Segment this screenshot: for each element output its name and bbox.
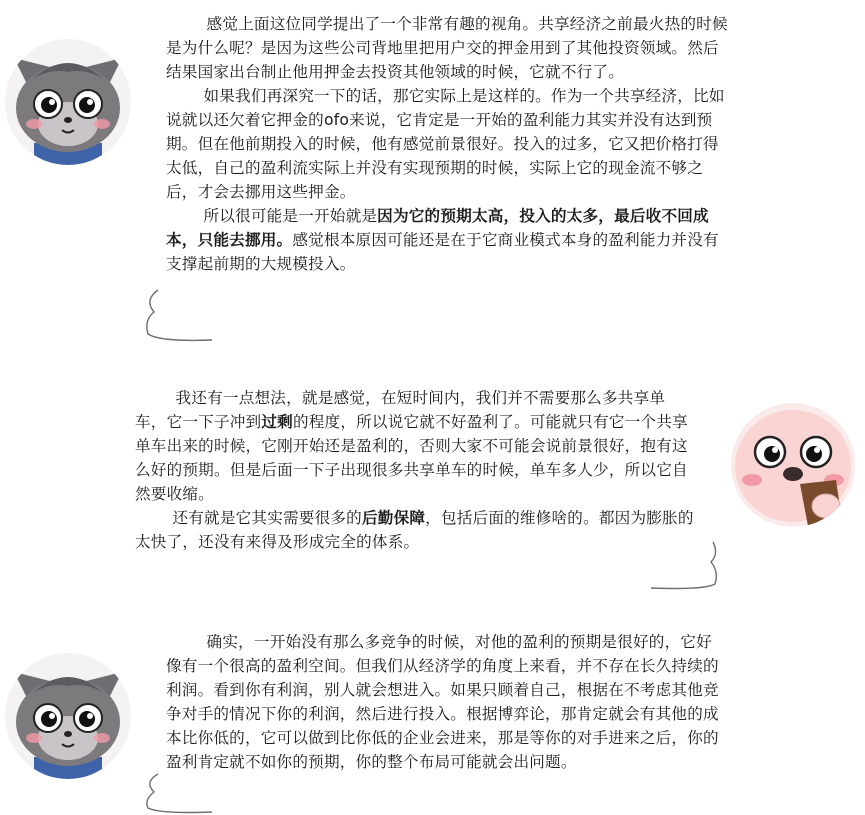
paragraph: 感觉上面这位同学提出了一个非常有趣的视角。共享经济之前最火热的时候是为什么呢？是因为这些公司背地里把用户交的押金用到了其他投资领域。然后结果国家出台制止他用押金去投资其他领域的时候，它就不行了。: [166, 15, 728, 81]
bold-text: 因为它的预期太高，投入的太多，最后收不回成本，只能去挪用。: [166, 207, 709, 249]
text-block-3: [166, 630, 726, 774]
paragraph: 确实，一开始没有那么多竞争的时候，对他的盈利的预期是很好的，它好像有一个很高的盈利空间。但我们从经济学的角度上来看，并不存在长久持续的利润。看到你有利润，别人就会想进入。如果只顾着自己，根据在不考虑其他竞争对手的情况下你的利润，然后进行投入。根据博弈论，那肯定就会有其他的成本比你低的，它可以做到比你低的企业会进来，那是等你的对手进来之后，你的盈利肯定就不如你的预期，你的整个布局可能就会出问题。: [166, 633, 719, 771]
text-run: 的程度，所以说它就不好盈利了。可能就只有它一个共享单车出来的时候，它刚开始还是盈利的，否则大家不可能会说前景很好，抱有这么好的预期。但是后面一下子出现很多共享单车的时候，单车多人少，所以它自然要收缩。: [135, 413, 688, 503]
text-block-1: [166, 12, 728, 276]
pink-creature-avatar: [730, 402, 856, 528]
paragraph: [135, 506, 695, 554]
hand-drawn-bracket: [645, 540, 725, 596]
bold-text: 过剩: [261, 413, 293, 431]
grey-wolf-avatar: [4, 652, 132, 780]
hand-drawn-bracket: [140, 286, 220, 348]
text-run: 感觉根本原因可能还是在于它商业模式本身的盈利能力并没有支撑起前期的大规模投入。: [166, 231, 719, 273]
text-run: 还有就是它其实需要很多的: [172, 509, 362, 527]
text-run: ，包括后面的维修啥的。都因为膨胀的太快了，还没有来得及形成完全的体系。: [135, 509, 694, 551]
bold-text: 后勤保障: [361, 509, 426, 527]
hand-drawn-bracket: [140, 770, 220, 815]
paragraph: [166, 204, 728, 276]
paragraph: [135, 386, 695, 506]
paragraph: 如果我们再深究一下的话，那它实际上是这样的。作为一个共享经济，比如说就以还欠着它押金的ofo来说，它肯定是一开始的盈利能力其实并没有达到预期。但在他前期投入的时候，他有感觉前景很好。投入的过多，它又把价格打得太低，自己的盈利流实际上并没有实现预期的时候，实际上它的现金流不够之后，才会去挪用这些押金。: [166, 87, 725, 201]
text-run: 所以很可能是一开始就是: [203, 207, 378, 225]
grey-wolf-avatar: [4, 38, 132, 166]
text-run: 我还有一点想法，就是感觉，在短时间内，我们并不需要那么多共享单车，它一下子冲到: [135, 389, 666, 431]
text-block-2: [135, 386, 695, 554]
